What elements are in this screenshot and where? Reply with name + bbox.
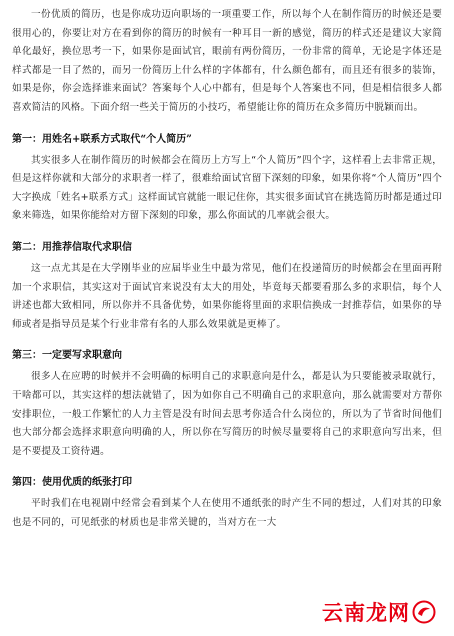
section-paragraph: 很多人在应聘的时候并不会明确的标明自己的求职意向是什么，都是认为只要能被录取就行，干啥都可以，其实这样的想法就错了，因为如你自己不明确自己的求职意向，那么就需要对方帮你安排职位，一般工作繁忙的人力主管是没有时间去思考你适合什么岗位的，所以为了节省时间他们也大部分都会选择求职意向明确的人，所以你在写简历的时候尽量要将自己的求职意向写出来，但是不要提及工资待遇。 xyxy=(12,371,442,457)
section-2 xyxy=(12,239,442,334)
yunnan-longwang-logo-icon xyxy=(412,600,436,624)
section-heading: 第一：用姓名+联系方式取代“个人简历” xyxy=(12,133,192,145)
watermark-text: 云南龙网 xyxy=(322,601,410,625)
section-3 xyxy=(12,347,442,461)
section-heading: 第四：使用优质的纸张打印 xyxy=(12,477,132,489)
site-watermark xyxy=(318,596,440,628)
section-1 xyxy=(12,131,442,226)
section-paragraph: 平时我们在电视剧中经常会看到某个人在使用不通纸张的时产生不同的想过，人们对其的印象也是不同的，可见纸张的材质也是非常关键的，当对方在一大 xyxy=(12,498,442,528)
section-heading: 第三：一定要写求职意向 xyxy=(12,350,122,362)
section-4 xyxy=(12,474,442,532)
section-paragraph: 其实很多人在制作简历的时候都会在简历上方写上“个人简历”四个字，这样看上去非常正规，但是这样你就和大部分的求职者一样了，很难给面试官留下深刻的印象，如果你将“个人简历”四个大字换成「姓名+联系方式」这样面试官就能一眼记住你，其实很多面试官在挑选简历时都是通过印象来筛选，如果你能给对方留下深刻的印象，那么你面试的几率就会很大。 xyxy=(12,154,442,222)
section-paragraph: 这一点尤其是在大学刚毕业的应届毕业生中最为常见，他们在投递简历的时候都会在里面再附加一个求职信，其实这对于面试官来说没有太大的用处，毕竟每天都要看那么多的求职信，每个人讲述也都大致相同，所以你并不具备优势，如果你能将里面的求职信换成一封推荐信，如果你的导师或者是指导员是某个行业非常有名的人那么效果就是更棒了。 xyxy=(12,262,442,330)
intro-paragraph: 一份优质的简历，也是你成功迈向职场的一项重要工作，所以每个人在制作简历的时候还是要很用心的，你要让对方在看到你的简历的时候有一种耳目一新的感觉，简历的样式还是建议大家简单化最好，换位思考一下，如果你是面试官，眼前有两份简历，一份非常的简单，无论是字体还是样式都是一目了然的，而另一份简历上什么样的字体都有，什么颜色都有，而且还有很多的装饰，如果是你，你会选择谁来面试？答案每个人心中都有，但是每个人答案也不同，但是相信很多人都喜欢简洁的风格。下面介绍一些关于简历的小技巧，希望能让你的简历在众多简历中脱颖而出。 xyxy=(12,9,442,113)
section-heading: 第二：用推荐信取代求职信 xyxy=(12,241,132,253)
